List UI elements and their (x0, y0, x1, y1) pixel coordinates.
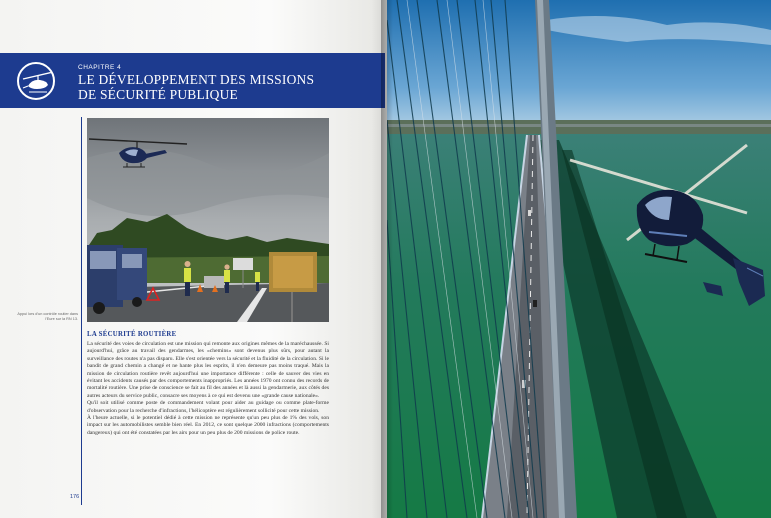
gutter-shadow (381, 0, 393, 518)
margin-rule (81, 117, 82, 505)
chapter-title (78, 72, 378, 102)
paragraph: À l'heure actuelle, si le potentiel dédié à cette mission ne représente qu'un peu plus de 1% des vols, son impact sur les automobilistes semble bien réel. En 2012, ce sont quelque 2000 infractions (comportements dangereux) qui ont été constatées par les airs pour un peu plus de 200 missions de police route. (87, 415, 329, 436)
photo-caption: Appui lors d'un contrôle routier dans l'Eure sur la RN 13. (17, 312, 78, 321)
section-heading: LA SÉCURITÉ ROUTIÈRE (87, 331, 177, 338)
page-number: 176 (70, 494, 80, 500)
article-body (87, 341, 329, 437)
chapter-title-line-1: LE DÉVELOPPEMENT DES MISSIONS (78, 72, 315, 87)
chapter-title-line-2: DE SÉCURITÉ PUBLIQUE (78, 87, 238, 102)
paragraph: Qu'il soit utilisé comme poste de commandement volant pour aider au guidage ou comme plate-forme d'observation pour la recherche d'infractions, l'hélicoptère est régulièrement sollicité pour cette mission. (87, 400, 329, 414)
chapter-kicker: CHAPITRE 4 (78, 64, 122, 71)
bridge-aerial-photo (387, 0, 771, 518)
paragraph: La sécurité des voies de circulation est une mission qui remonte aux origines mêmes de la maréchaussée. Si aujourd'hui, grâce au travail des gendarmes, les «chemins» sont devenus plus sûrs, pour autant la surveillance des routes n'a pas disparu. Elle s'est orientée vers la sécurité et la fluidité de la circulation. Si le bandit de grand chemin a changé et ne hante plus les esprits, il n'en demeure pas moins traqué. Mais la mission de circulation routière revêt aujourd'hui une importance différente : celle de sauver des vies en évitant les accidents causés par des comportements inappropriés. Les années 1970 ont connu des records de mortalité routière. Une prise de conscience se fait au fil des années et là aussi la gendarmerie, aux côtés des autres acteurs du service public, consacre ses moyens à ce qui est devenu une «grande cause nationale». (87, 341, 329, 399)
helicopter-emblem-icon (17, 62, 55, 100)
roadside-checkpoint-photo (87, 118, 329, 322)
